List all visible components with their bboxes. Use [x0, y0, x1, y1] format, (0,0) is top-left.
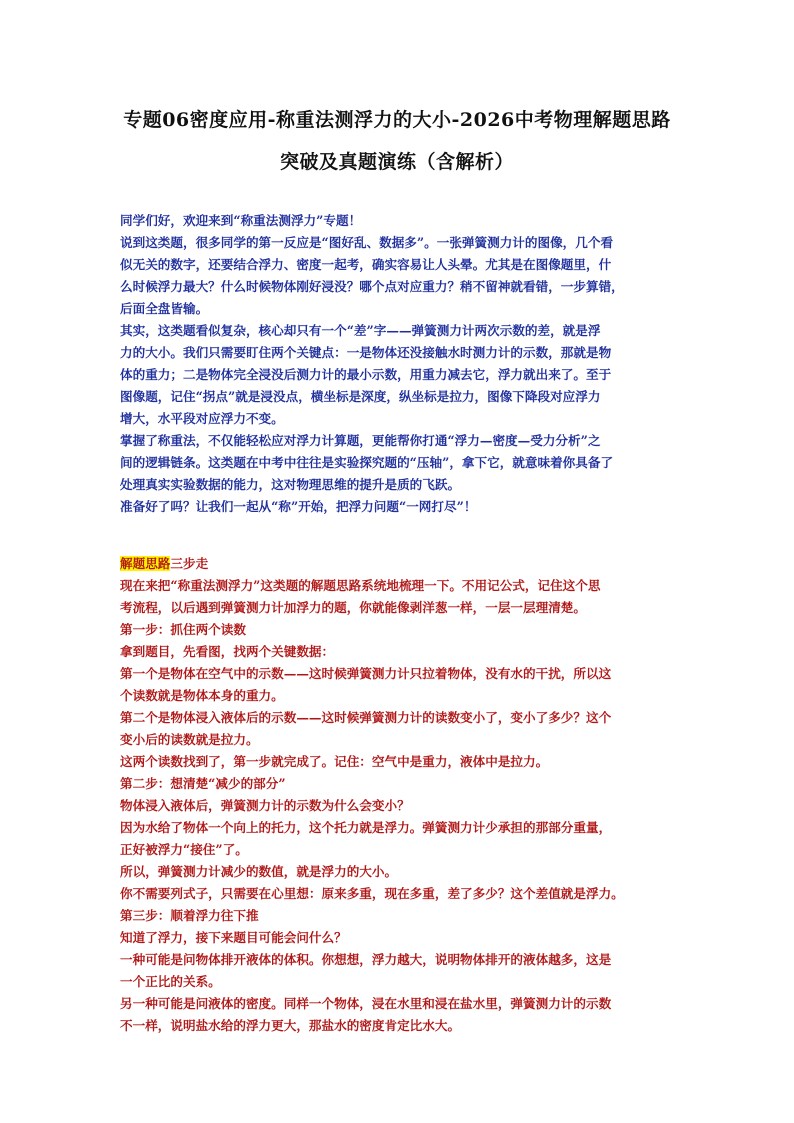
intro-line: 处理真实实验数据的能力，这对物理思维的提升是质的飞跃。	[120, 477, 461, 492]
steps-heading-rest: 三步走	[170, 556, 209, 571]
step-line: 第三步：顺着浮力往下推	[120, 908, 259, 923]
step-line: 第一个是物体在空气中的示数——这时候弹簧测力计只拉着物体，没有水的干扰，所以这	[120, 666, 612, 681]
step-line: 第一步：抓住两个读数	[120, 622, 246, 637]
document-title-line1: 专题06密度应用-称重法测浮力的大小-2026中考物理解题思路	[123, 109, 671, 131]
intro-line: 后面全盘皆输。	[120, 301, 209, 316]
step-line: 个读数就是物体本身的重力。	[120, 688, 284, 703]
intro-line: 间的逻辑链条。这类题在中考中往往是实验探究题的“压轴”，拿下它，就意味着你具备了	[120, 455, 614, 470]
steps-heading	[120, 553, 680, 575]
intro-line: 说到这类题，很多同学的第一反应是“图好乱、数据多”。一张弹簧测力计的图像，几个看	[120, 235, 614, 250]
step-line: 正好被浮力“接住”了。	[120, 842, 248, 857]
step-line: 第二步：想清楚“减少的部分”	[120, 776, 286, 791]
intro-line: 同学们好，欢迎来到“称重法测浮力”专题！	[120, 213, 362, 228]
intro-line: 准备好了吗？让我们一起从“称”开始，把浮力问题“一网打尽”！	[120, 499, 477, 514]
document-title-line2: 突破及真题演练（含解析）	[279, 151, 514, 173]
step-line: 第二个是物体浸入液体后的示数——这时候弹簧测力计的读数变小了，变小了多少？这个	[120, 710, 612, 725]
step-line: 因为水给了物体一个向上的托力，这个托力就是浮力。弹簧测力计少承担的那部分重量，	[120, 820, 612, 835]
intro-line: 增大，水平段对应浮力不变。	[120, 411, 284, 426]
step-line: 不一样，说明盐水给的浮力更大，那盐水的密度肯定比水大。	[120, 1018, 461, 1033]
intro-line: 力的大小。我们只需要盯住两个关键点：一是物体还没接触水时测力计的示数，那就是物	[120, 345, 612, 360]
intro-paragraph	[120, 210, 680, 518]
step-line: 所以，弹簧测力计减少的数值，就是浮力的大小。	[120, 864, 398, 879]
step-line: 这两个读数找到了，第一步就完成了。记住：空气中是重力，液体中是拉力。	[120, 754, 549, 769]
step-line: 一个正比的关系。	[120, 974, 221, 989]
step-line: 物体浸入液体后，弹簧测力计的示数为什么会变小？	[120, 798, 410, 813]
step-line: 考流程，以后遇到弹簧测力计加浮力的题，你就能像剥洋葱一样，一层一层理清楚。	[120, 600, 586, 615]
step-line: 知道了浮力，接下来题目可能会问什么？	[120, 930, 347, 945]
intro-line: 么时候浮力最大？什么时候物体刚好浸没？哪个点对应重力？稍不留神就看错，一步算错，	[120, 279, 624, 294]
intro-line: 图像题，记住“拐点”就是浸没点，横坐标是深度，纵坐标是拉力，图像下降段对应浮力	[120, 389, 601, 404]
intro-line: 掌握了称重法，不仅能轻松应对浮力计算题，更能帮你打通“浮力—密度—受力分析”之	[120, 433, 601, 448]
solution-steps-section	[120, 553, 680, 1037]
step-line: 你不需要列式子，只需要在心里想：原来多重，现在多重，差了多少？这个差值就是浮力。	[120, 886, 624, 901]
intro-line: 体的重力；二是物体完全浸没后测力计的最小示数，用重力减去它，浮力就出来了。至于	[120, 367, 612, 382]
step-line: 一种可能是问物体排开液体的体积。你想想，浮力越大，说明物体排开的液体越多，这是	[120, 952, 612, 967]
intro-line: 其实，这类题看似复杂，核心却只有一个“差”字——弹簧测力计两次示数的差，就是浮	[120, 323, 601, 338]
intro-line: 似无关的数字，还要结合浮力、密度一起考，确实容易让人头晕。尤其是在图像题里，什	[120, 257, 612, 272]
step-line: 变小后的读数就是拉力。	[120, 732, 259, 747]
step-line: 拿到题目，先看图，找两个关键数据：	[120, 644, 335, 659]
step-line: 现在来把“称重法测浮力”这类题的解题思路系统地梳理一下。不用记公式，记住这个思	[120, 578, 601, 593]
steps-heading-highlight: 解题思路	[120, 556, 171, 571]
step-line: 另一种可能是问液体的密度。同样一个物体，浸在水里和浸在盐水里，弹簧测力计的示数	[120, 996, 612, 1011]
